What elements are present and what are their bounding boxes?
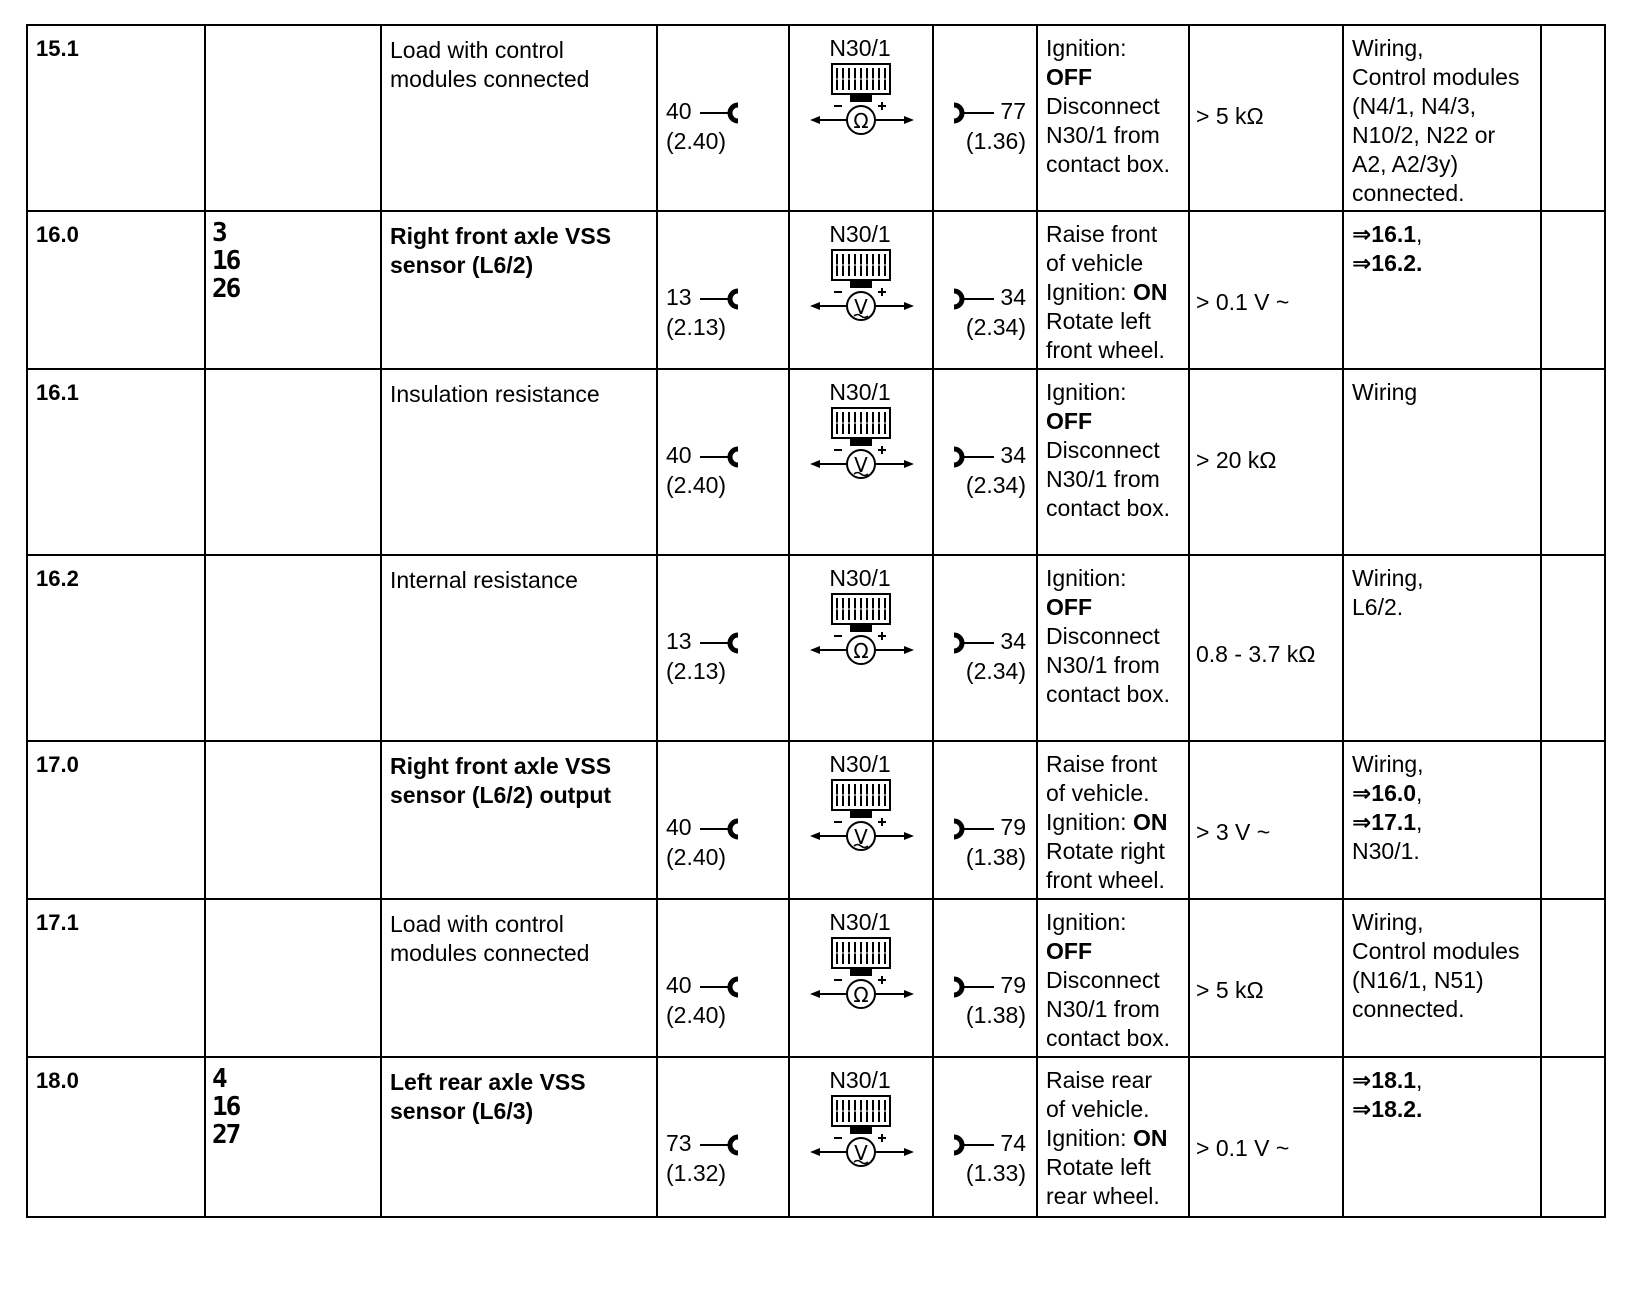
text-segment: Ignition: — [1046, 809, 1133, 835]
pin-a-value: (1.32) — [666, 1160, 727, 1186]
pin-b-cell — [932, 898, 1036, 1056]
column-divider — [1188, 898, 1190, 1058]
emphasis-text: ⇒18.1 — [1352, 1067, 1417, 1093]
text-segment: N30/1 from — [1046, 122, 1160, 148]
table-row — [26, 554, 1606, 740]
text-segment: of vehicle. — [1046, 1096, 1150, 1122]
test-conditions — [1046, 750, 1167, 895]
text-segment: N30/1 from — [1046, 652, 1160, 678]
table-row — [26, 1056, 1606, 1216]
pin-b-number: 34 — [1000, 628, 1026, 654]
meter-label: N30/1 — [829, 909, 891, 935]
text-segment: (N16/1, N51) — [1352, 967, 1484, 993]
column-divider — [204, 898, 206, 1058]
column-divider — [1604, 368, 1606, 556]
nominal-value: > 0.1 V ~ — [1196, 289, 1290, 315]
meter-symbol: Ω — [853, 109, 869, 133]
pin-a — [666, 440, 744, 500]
column-divider — [1540, 1056, 1542, 1218]
column-divider — [26, 554, 28, 742]
pin-b — [950, 1128, 1026, 1188]
test-description — [390, 222, 611, 280]
pin-b-value: (1.38) — [965, 1002, 1026, 1028]
pin-b — [950, 440, 1026, 500]
test-description-line: Right front axle VSS — [390, 753, 612, 779]
test-conditions — [1046, 564, 1170, 709]
nominal-value: > 5 kΩ — [1196, 977, 1264, 1003]
pin-a-number: 40 — [666, 814, 692, 840]
text-segment: (N4/1, N4/3, — [1352, 93, 1476, 119]
test-conditions — [1046, 908, 1170, 1053]
multimeter-icon — [806, 1068, 926, 1178]
emphasis-text: ⇒16.0 — [1352, 780, 1417, 806]
pin-b — [950, 282, 1026, 342]
column-divider — [1036, 368, 1038, 556]
text-segment: connected. — [1352, 180, 1465, 206]
text-segment: connected. — [1352, 996, 1465, 1022]
multimeter-icon — [806, 222, 926, 332]
table-row — [26, 210, 1606, 368]
meter-symbol: V — [854, 1141, 868, 1165]
meter-symbol: Ω — [853, 639, 869, 663]
row-divider — [26, 1216, 1606, 1218]
column-divider — [1604, 554, 1606, 742]
possible-causes — [1352, 908, 1519, 1024]
column-divider — [380, 554, 382, 742]
column-divider — [1188, 740, 1190, 900]
text-segment: N30/1. — [1352, 838, 1420, 864]
pin-b-cell — [932, 210, 1036, 368]
pin-a-number: 40 — [666, 98, 692, 124]
column-divider — [1036, 554, 1038, 742]
column-divider — [26, 24, 28, 212]
test-conditions — [1046, 34, 1170, 179]
column-divider — [1036, 24, 1038, 212]
column-divider — [1604, 210, 1606, 370]
text-segment: contact box. — [1046, 495, 1171, 521]
step-number: 16.2 — [36, 566, 79, 591]
column-divider — [1540, 898, 1542, 1058]
nominal-value: > 5 kΩ — [1196, 103, 1264, 129]
step-number: 16.0 — [36, 222, 79, 247]
lcd-code: 27 — [212, 1120, 240, 1150]
text-segment: Ignition: — [1046, 379, 1127, 405]
column-divider — [1188, 1056, 1190, 1218]
test-description — [390, 566, 578, 595]
probe-socket-icon — [698, 976, 744, 998]
column-divider — [1342, 210, 1344, 370]
text-segment: Raise front — [1046, 221, 1158, 247]
pin-a — [666, 96, 744, 156]
pin-a — [666, 970, 744, 1030]
nominal-value: > 0.1 V ~ — [1196, 1135, 1290, 1161]
column-divider — [1342, 554, 1344, 742]
column-divider — [380, 740, 382, 900]
probe-socket-icon — [698, 632, 744, 654]
pin-b-cell — [932, 368, 1036, 554]
probe-socket-icon — [950, 632, 996, 654]
probe-socket-icon — [950, 102, 996, 124]
text-segment: Ignition: — [1046, 1125, 1133, 1151]
test-description — [390, 910, 589, 968]
meter-cell — [788, 368, 932, 554]
table-row — [26, 740, 1606, 898]
column-divider — [380, 24, 382, 212]
column-divider — [1540, 24, 1542, 212]
text-segment: Wiring, — [1352, 751, 1424, 777]
text-segment: Disconnect — [1046, 967, 1160, 993]
step-number: 18.0 — [36, 1068, 79, 1093]
column-divider — [1604, 1056, 1606, 1218]
text-segment: Wiring, — [1352, 565, 1424, 591]
column-divider — [1540, 368, 1542, 556]
pin-b-cell — [932, 24, 1036, 210]
column-divider — [1188, 368, 1190, 556]
emphasis-text: OFF — [1046, 594, 1092, 620]
emphasis-text: ON — [1132, 809, 1168, 835]
probe-socket-icon — [698, 446, 744, 468]
text-segment: Wiring, — [1352, 909, 1424, 935]
text-segment: Control modules — [1352, 64, 1520, 90]
column-divider — [1540, 210, 1542, 370]
text-segment: Raise rear — [1046, 1067, 1153, 1093]
column-divider — [380, 368, 382, 556]
pin-a-cell — [656, 24, 788, 210]
pin-b — [950, 812, 1026, 872]
column-divider — [1604, 898, 1606, 1058]
text-segment: Wiring, — [1352, 35, 1424, 61]
multimeter-icon — [806, 36, 926, 146]
column-divider — [1188, 554, 1190, 742]
column-divider — [1604, 24, 1606, 212]
column-divider — [26, 210, 28, 370]
pin-b — [950, 970, 1026, 1030]
column-divider — [380, 898, 382, 1058]
test-description-line: sensor (L6/2) output — [390, 782, 612, 808]
test-description-line: Left rear axle VSS — [390, 1069, 586, 1095]
meter-symbol: Ω — [853, 983, 869, 1007]
pin-b-value: (2.34) — [965, 314, 1026, 340]
pin-a-value: (2.40) — [666, 472, 727, 498]
multimeter-icon — [806, 752, 926, 862]
test-description-line: Load with control — [390, 37, 564, 63]
pin-a — [666, 812, 744, 872]
test-description — [390, 380, 600, 409]
test-description-line: sensor (L6/3) — [390, 1098, 534, 1124]
test-description-line: Load with control — [390, 911, 564, 937]
pin-a-value: (2.13) — [666, 314, 727, 340]
text-segment: Disconnect — [1046, 437, 1160, 463]
column-divider — [1036, 740, 1038, 900]
pin-b-number: 79 — [1000, 814, 1026, 840]
text-segment: contact box. — [1046, 151, 1171, 177]
lcd-code: 3 — [212, 218, 226, 248]
lcd-code: 26 — [212, 274, 240, 304]
text-segment: Rotate right — [1046, 838, 1165, 864]
text-segment: Ignition: — [1046, 35, 1127, 61]
text-segment: Control modules — [1352, 938, 1520, 964]
column-divider — [1540, 554, 1542, 742]
pin-b-number: 77 — [1000, 98, 1026, 124]
text-segment: L6/2. — [1352, 594, 1404, 620]
column-divider — [1604, 740, 1606, 900]
text-segment: A2, A2/3y) — [1352, 151, 1459, 177]
column-divider — [1342, 24, 1344, 212]
emphasis-text: OFF — [1046, 938, 1092, 964]
pin-b-value: (2.34) — [965, 658, 1026, 684]
meter-cell — [788, 898, 932, 1056]
test-description — [390, 1068, 586, 1126]
text-segment: Rotate left — [1046, 1154, 1151, 1180]
text-segment: Ignition: — [1046, 279, 1133, 305]
meter-label: N30/1 — [829, 751, 891, 777]
text-segment: Wiring — [1352, 379, 1418, 405]
column-divider — [204, 554, 206, 742]
meter-label: N30/1 — [829, 379, 891, 405]
text-segment: of vehicle — [1046, 250, 1144, 276]
text-segment: of vehicle. — [1046, 780, 1150, 806]
step-number: 17.1 — [36, 910, 79, 935]
meter-cell — [788, 24, 932, 210]
column-divider — [26, 740, 28, 900]
test-description-line: modules connected — [390, 940, 590, 966]
meter-label: N30/1 — [829, 565, 891, 591]
text-segment: contact box. — [1046, 1025, 1171, 1051]
pin-a-cell — [656, 210, 788, 368]
test-conditions — [1046, 378, 1170, 523]
meter-symbol: V — [854, 295, 868, 319]
pin-b-number: 34 — [1000, 284, 1026, 310]
emphasis-text: OFF — [1046, 408, 1092, 434]
probe-socket-icon — [950, 446, 996, 468]
probe-socket-icon — [698, 818, 744, 840]
text-segment: Disconnect — [1046, 623, 1160, 649]
meter-label: N30/1 — [829, 221, 891, 247]
text-segment: front wheel. — [1046, 867, 1165, 893]
pin-b-number: 34 — [1000, 442, 1026, 468]
column-divider — [26, 898, 28, 1058]
text-segment: , — [1416, 1067, 1423, 1093]
text-segment: , — [1416, 780, 1423, 806]
emphasis-text: ON — [1132, 279, 1168, 305]
test-conditions — [1046, 220, 1167, 365]
test-description-line: sensor (L6/2) — [390, 252, 534, 278]
pin-a-cell — [656, 368, 788, 554]
pin-b-cell — [932, 740, 1036, 898]
pin-a — [666, 1128, 744, 1188]
emphasis-text: ON — [1132, 1125, 1168, 1151]
lcd-code: 16 — [212, 1092, 240, 1122]
pin-a-value: (2.40) — [666, 1002, 727, 1028]
pin-a — [666, 626, 744, 686]
probe-socket-icon — [698, 1134, 744, 1156]
pin-a-cell — [656, 898, 788, 1056]
test-description-line: Insulation resistance — [390, 381, 600, 407]
possible-causes — [1352, 34, 1519, 208]
pin-a-value: (2.40) — [666, 128, 727, 154]
pin-b-value: (1.33) — [965, 1160, 1026, 1186]
step-number: 16.1 — [36, 380, 79, 405]
emphasis-text: ⇒18.2. — [1352, 1096, 1423, 1122]
column-divider — [1342, 368, 1344, 556]
table-row — [26, 368, 1606, 554]
pin-a-number: 73 — [666, 1130, 692, 1156]
column-divider — [1036, 210, 1038, 370]
column-divider — [1036, 898, 1038, 1058]
nominal-value: > 3 V ~ — [1196, 819, 1271, 845]
text-segment: front wheel. — [1046, 337, 1165, 363]
meter-symbol: V — [854, 825, 868, 849]
nominal-value: 0.8 - 3.7 kΩ — [1196, 641, 1316, 667]
diagnostic-table — [26, 24, 1606, 1268]
column-divider — [26, 368, 28, 556]
meter-label: N30/1 — [829, 1067, 891, 1093]
text-segment: contact box. — [1046, 681, 1171, 707]
pin-b — [950, 626, 1026, 686]
text-segment: , — [1416, 809, 1423, 835]
text-segment: N10/2, N22 or — [1352, 122, 1496, 148]
nominal-value: > 20 kΩ — [1196, 447, 1277, 473]
column-divider — [1540, 740, 1542, 900]
table-row — [26, 24, 1606, 210]
meter-cell — [788, 1056, 932, 1216]
meter-cell — [788, 210, 932, 368]
pin-b-number: 74 — [1000, 1130, 1026, 1156]
possible-causes — [1352, 564, 1424, 622]
probe-socket-icon — [698, 288, 744, 310]
text-segment: N30/1 from — [1046, 996, 1160, 1022]
step-number: 15.1 — [36, 36, 79, 61]
meter-symbol: V — [854, 453, 868, 477]
column-divider — [204, 210, 206, 370]
test-description-line: Internal resistance — [390, 567, 578, 593]
column-divider — [1036, 1056, 1038, 1218]
pin-a-number: 40 — [666, 972, 692, 998]
probe-socket-icon — [698, 102, 744, 124]
meter-label: N30/1 — [829, 35, 891, 61]
test-description-line: modules connected — [390, 66, 590, 92]
pin-a-value: (2.13) — [666, 658, 727, 684]
lcd-code: 4 — [212, 1064, 226, 1094]
column-divider — [380, 210, 382, 370]
column-divider — [1342, 740, 1344, 900]
pin-b-number: 79 — [1000, 972, 1026, 998]
test-description — [390, 752, 611, 810]
probe-socket-icon — [950, 1134, 996, 1156]
column-divider — [1188, 210, 1190, 370]
multimeter-icon — [806, 910, 926, 1020]
pin-b-value: (1.38) — [965, 844, 1026, 870]
text-segment: Ignition: — [1046, 565, 1127, 591]
meter-cell — [788, 554, 932, 740]
possible-causes — [1352, 220, 1422, 278]
possible-causes — [1352, 378, 1417, 407]
text-segment: Disconnect — [1046, 93, 1160, 119]
lcd-code: 16 — [212, 246, 240, 276]
column-divider — [204, 24, 206, 212]
text-segment: N30/1 from — [1046, 466, 1160, 492]
pin-b-value: (1.36) — [965, 128, 1026, 154]
text-segment: Ignition: — [1046, 909, 1127, 935]
meter-cell — [788, 740, 932, 898]
text-segment: rear wheel. — [1046, 1183, 1160, 1209]
pin-a-number: 13 — [666, 284, 692, 310]
pin-a-cell — [656, 1056, 788, 1216]
pin-b-cell — [932, 1056, 1036, 1216]
column-divider — [380, 1056, 382, 1218]
text-segment: , — [1416, 221, 1423, 247]
column-divider — [204, 1056, 206, 1218]
emphasis-text: ⇒16.1 — [1352, 221, 1417, 247]
column-divider — [1342, 1056, 1344, 1218]
emphasis-text: ⇒17.1 — [1352, 809, 1417, 835]
pin-a — [666, 282, 744, 342]
probe-socket-icon — [950, 976, 996, 998]
emphasis-text: OFF — [1046, 64, 1092, 90]
column-divider — [1342, 898, 1344, 1058]
emphasis-text: ⇒16.2. — [1352, 250, 1423, 276]
column-divider — [26, 1056, 28, 1218]
possible-causes — [1352, 1066, 1422, 1124]
text-segment: Rotate left — [1046, 308, 1151, 334]
pin-a-number: 40 — [666, 442, 692, 468]
pin-a-cell — [656, 740, 788, 898]
pin-b — [950, 96, 1026, 156]
pin-a-value: (2.40) — [666, 844, 727, 870]
table-row — [26, 898, 1606, 1056]
test-description-line: Right front axle VSS — [390, 223, 612, 249]
step-number: 17.0 — [36, 752, 79, 777]
pin-a-cell — [656, 554, 788, 740]
possible-causes — [1352, 750, 1424, 866]
probe-socket-icon — [950, 818, 996, 840]
pin-b-cell — [932, 554, 1036, 740]
pin-a-number: 13 — [666, 628, 692, 654]
pin-b-value: (2.34) — [965, 472, 1026, 498]
column-divider — [1188, 24, 1190, 212]
multimeter-icon — [806, 380, 926, 490]
test-conditions — [1046, 1066, 1167, 1214]
text-segment: Raise front — [1046, 751, 1158, 777]
column-divider — [204, 368, 206, 556]
probe-socket-icon — [950, 288, 996, 310]
multimeter-icon — [806, 566, 926, 676]
test-description — [390, 36, 589, 94]
column-divider — [204, 740, 206, 900]
